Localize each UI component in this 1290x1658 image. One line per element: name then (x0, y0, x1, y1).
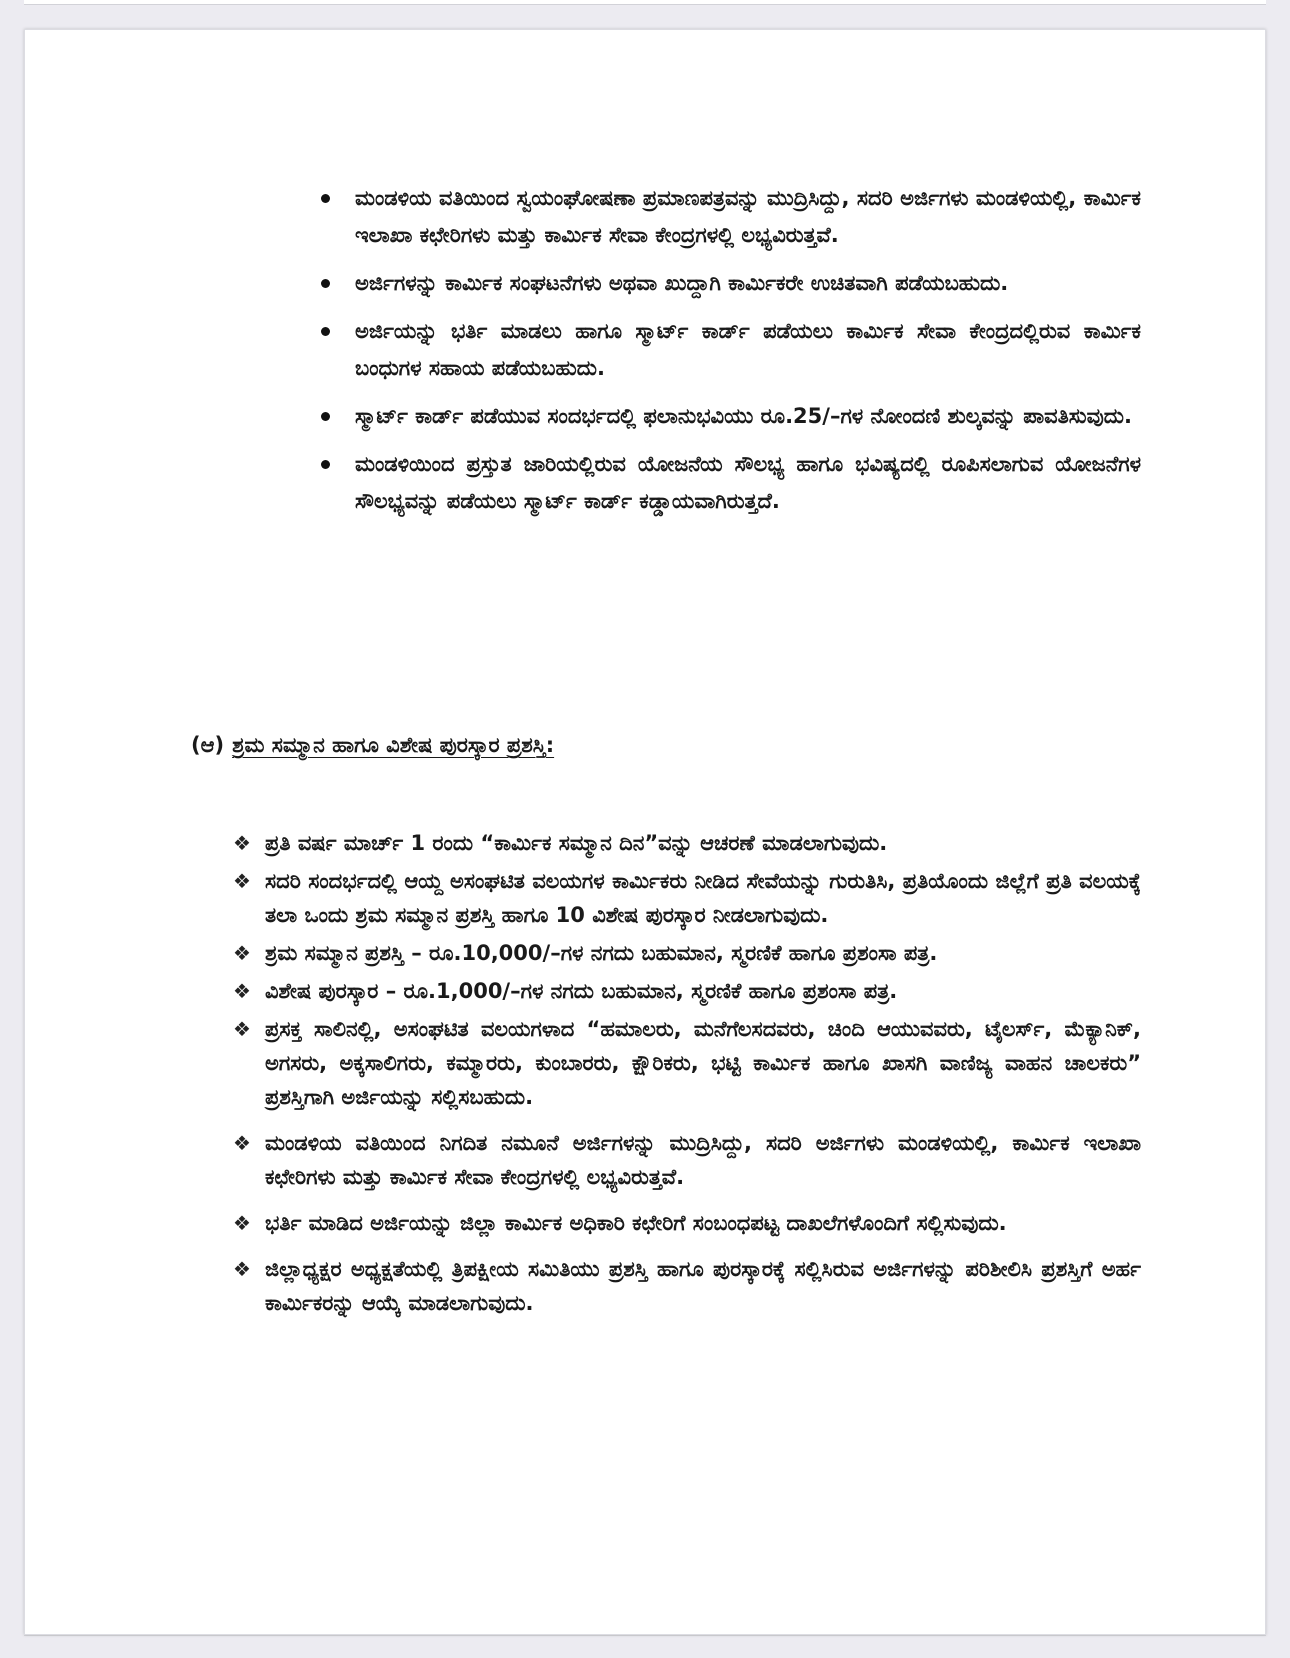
list-item (233, 936, 1141, 970)
bullet-dot-icon (321, 460, 330, 469)
list-item (233, 1012, 1141, 1114)
list-item (233, 1252, 1141, 1320)
list-item (321, 398, 1141, 435)
list-item (233, 826, 1141, 860)
list-item-text: ಸದರಿ ಸಂದರ್ಭದಲ್ಲಿ ಆಯ್ದ ಅಸಂಘಟಿತ ವಲಯಗಳ ಕಾರ್ಮಿಕರು ನೀಡಿದ ಸೇವೆಯನ್ನು ಗುರುತಿಸಿ, ಪ್ರತಿಯೊಂದು ಜಿಲ್ಲೆಗೆ ಪ್ರತಿ ವಲಯಕ್ಕೆ ತಲಾ ಒಂದು ಶ್ರಮ ಸಮ್ಮಾನ ಪ್ರಶಸ್ತಿ ಹಾಗೂ 10 ವಿಶೇಷ ಪುರಸ್ಕಾರ ನೀಡಲಾಗುವುದು. (265, 869, 1141, 927)
four-diamond-icon: ❖ (233, 1131, 251, 1155)
bullet-dot-icon (321, 327, 330, 336)
bullet-list (321, 180, 1141, 531)
list-item-text: ಅರ್ಜಿಗಳನ್ನು ಕಾರ್ಮಿಕ ಸಂಘಟನೆಗಳು ಅಥವಾ ಖುದ್ದಾಗಿ ಕಾರ್ಮಿಕರೇ ಉಚಿತವಾಗಿ ಪಡೆಯಬಹುದು. (355, 271, 1009, 295)
four-diamond-icon: ❖ (233, 941, 251, 965)
list-item (233, 1206, 1141, 1240)
list-item-text: ಶ್ರಮ ಸಮ್ಮಾನ ಪ್ರಶಸ್ತಿ – ರೂ.10,000/–ಗಳ ನಗದು ಬಹುಮಾನ, ಸ್ಮರಣಿಕೆ ಹಾಗೂ ಪ್ರಶಂಸಾ ಪತ್ರ. (265, 941, 938, 965)
list-item-text: ಪ್ರತಿ ವರ್ಷ ಮಾರ್ಚ್ 1 ರಂದು “ಕಾರ್ಮಿಕ ಸಮ್ಮಾನ ದಿನ”ವನ್ನು ಆಚರಣೆ ಮಾಡಲಾಗುವುದು. (265, 831, 888, 855)
award-bullet-list (233, 826, 1141, 1324)
previous-page-edge (24, 0, 1266, 5)
section-title: ಶ್ರಮ ಸಮ್ಮಾನ ಹಾಗೂ ವಿಶೇಷ ಪುರಸ್ಕಾರ ಪ್ರಶಸ್ತಿ: (232, 733, 555, 757)
list-item-text: ಮಂಡಳಿಯ ವತಿಯಿಂದ ಸ್ವಯಂಘೋಷಣಾ ಪ್ರಮಾಣಪತ್ರವನ್ನು ಮುದ್ರಿಸಿದ್ದು, ಸದರಿ ಅರ್ಜಿಗಳು ಮಂಡಳಿಯಲ್ಲಿ, ಕಾರ್ಮಿಕ ಇಲಾಖಾ ಕಛೇರಿಗಳು ಮತ್ತು ಕಾರ್ಮಿಕ ಸೇವಾ ಕೇಂದ್ರಗಳಲ್ಲಿ ಲಭ್ಯವಿರುತ್ತವೆ. (355, 186, 1141, 247)
four-diamond-icon: ❖ (233, 831, 251, 855)
section-number: (ಆ) (191, 733, 225, 757)
bullet-dot-icon (321, 412, 330, 421)
list-item (233, 974, 1141, 1008)
list-item (233, 864, 1141, 932)
list-item-text: ವಿಶೇಷ ಪುರಸ್ಕಾರ – ರೂ.1,000/–ಗಳ ನಗದು ಬಹುಮಾನ, ಸ್ಮರಣಿಕೆ ಹಾಗೂ ಪ್ರಶಂಸಾ ಪತ್ರ. (265, 979, 898, 1003)
list-item-text: ಪ್ರಸಕ್ತ ಸಾಲಿನಲ್ಲಿ, ಅಸಂಘಟಿತ ವಲಯಗಳಾದ “ಹಮಾಲರು, ಮನೆಗೆಲಸದವರು, ಚಿಂದಿ ಆಯುವವರು, ಟೈಲರ್ಸ್, ಮೆಕ್ಯಾನಿಕ್, ಅಗಸರು, ಅಕ್ಕಸಾಲಿಗರು, ಕಮ್ಮಾರರು, ಕುಂಬಾರರು, ಕ್ಷೌರಿಕರು, ಭಟ್ಟಿ ಕಾರ್ಮಿಕ ಹಾಗೂ ಖಾಸಗಿ ವಾಣಿಜ್ಯ ವಾಹನ ಚಾಲಕರು” ಪ್ರಶಸ್ತಿಗಾಗಿ ಅರ್ಜಿಯನ್ನು ಸಲ್ಲಿಸಬಹುದು. (265, 1017, 1141, 1109)
four-diamond-icon: ❖ (233, 1017, 251, 1041)
page-content (25, 30, 1265, 1634)
list-item (321, 313, 1141, 387)
bullet-dot-icon (321, 279, 330, 288)
four-diamond-icon: ❖ (233, 979, 251, 1003)
four-diamond-icon: ❖ (233, 1211, 251, 1235)
four-diamond-icon: ❖ (233, 869, 251, 893)
list-item-text: ಭರ್ತಿ ಮಾಡಿದ ಅರ್ಜಿಯನ್ನು ಜಿಲ್ಲಾ ಕಾರ್ಮಿಕ ಅಧಿಕಾರಿ ಕಛೇರಿಗೆ ಸಂಬಂಧಪಟ್ಟ ದಾಖಲೆಗಳೊಂದಿಗೆ ಸಲ್ಲಿಸುವುದು. (265, 1211, 1007, 1235)
list-item (321, 446, 1141, 520)
four-diamond-icon: ❖ (233, 1257, 251, 1281)
list-item-text: ಸ್ಮಾರ್ಟ್ ಕಾರ್ಡ್ ಪಡೆಯುವ ಸಂದರ್ಭದಲ್ಲಿ ಫಲಾನುಭವಿಯು ರೂ.25/–ಗಳ ನೋಂದಣಿ ಶುಲ್ಕವನ್ನು ಪಾವತಿಸುವುದು. (355, 404, 1132, 428)
list-item (321, 180, 1141, 254)
section-heading (191, 730, 554, 760)
document-page (24, 29, 1266, 1635)
list-item-text: ಜಿಲ್ಲಾಧ್ಯಕ್ಷರ ಅಧ್ಯಕ್ಷತೆಯಲ್ಲಿ ತ್ರಿಪಕ್ಷೀಯ ಸಮಿತಿಯು ಪ್ರಶಸ್ತಿ ಹಾಗೂ ಪುರಸ್ಕಾರಕ್ಕೆ ಸಲ್ಲಿಸಿರುವ ಅರ್ಜಿಗಳನ್ನು ಪರಿಶೀಲಿಸಿ ಪ್ರಶಸ್ತಿಗೆ ಅರ್ಹ ಕಾರ್ಮಿಕರನ್ನು ಆಯ್ಕೆ ಮಾಡಲಾಗುವುದು. (265, 1257, 1141, 1315)
list-item-text: ಅರ್ಜಿಯನ್ನು ಭರ್ತಿ ಮಾಡಲು ಹಾಗೂ ಸ್ಮಾರ್ಟ್ ಕಾರ್ಡ್ ಪಡೆಯಲು ಕಾರ್ಮಿಕ ಸೇವಾ ಕೇಂದ್ರದಲ್ಲಿರುವ ಕಾರ್ಮಿಕ ಬಂಧುಗಳ ಸಹಾಯ ಪಡೆಯಬಹುದು. (355, 319, 1141, 380)
list-item (321, 265, 1141, 302)
bullet-dot-icon (321, 194, 330, 203)
list-item (233, 1126, 1141, 1194)
list-item-text: ಮಂಡಳಿಯಿಂದ ಪ್ರಸ್ತುತ ಜಾರಿಯಲ್ಲಿರುವ ಯೋಜನೆಯ ಸೌಲಭ್ಯ ಹಾಗೂ ಭವಿಷ್ಯದಲ್ಲಿ ರೂಪಿಸಲಾಗುವ ಯೋಜನೆಗಳ ಸೌಲಭ್ಯವನ್ನು ಪಡೆಯಲು ಸ್ಮಾರ್ಟ್ ಕಾರ್ಡ್ ಕಡ್ಡಾಯವಾಗಿರುತ್ತದೆ. (355, 452, 1141, 513)
list-item-text: ಮಂಡಳಿಯ ವತಿಯಿಂದ ನಿಗದಿತ ನಮೂನೆ ಅರ್ಜಿಗಳನ್ನು ಮುದ್ರಿಸಿದ್ದು, ಸದರಿ ಅರ್ಜಿಗಳು ಮಂಡಳಿಯಲ್ಲಿ, ಕಾರ್ಮಿಕ ಇಲಾಖಾ ಕಛೇರಿಗಳು ಮತ್ತು ಕಾರ್ಮಿಕ ಸೇವಾ ಕೇಂದ್ರಗಳಲ್ಲಿ ಲಭ್ಯವಿರುತ್ತವೆ. (265, 1131, 1141, 1189)
